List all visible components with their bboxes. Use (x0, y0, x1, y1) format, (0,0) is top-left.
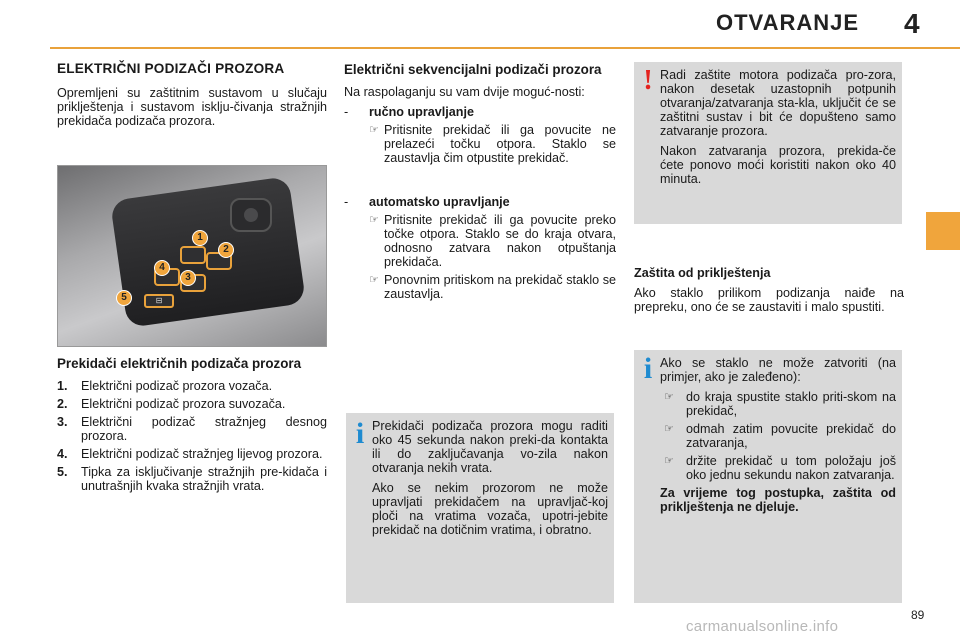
list-item: 1. Električni podizač prozora vozača. (57, 379, 273, 393)
list-item: ☞ Pritisnite prekidač ili ga povucite ne prelazeći točku otpora. Staklo se zaustavlja čim otpustite prekidač. (369, 123, 616, 165)
info-icon: i (355, 417, 365, 450)
list-item: ☞ do kraja spustite staklo priti-skom na prekidač, (664, 390, 896, 418)
section-heading: ELEKTRIČNI PODIZAČI PROZORA (57, 61, 285, 76)
child-lock-button: ⊟ (144, 294, 174, 308)
list-item: 3. Električni podizač stražnjeg desnog prozora. (57, 415, 327, 443)
legend-list (57, 379, 327, 493)
column-middle (344, 62, 616, 301)
list-item: ☞ Pritisnite prekidač ili ga povucite preko točke otpora. Staklo se do kraja otvara, odnosno zatvara nakon otpuštanja prekidača. (369, 213, 616, 269)
page-number: 89 (911, 608, 925, 622)
column-left (57, 62, 327, 128)
label-3: 3 (180, 270, 196, 286)
hand-pointer-icon: ☞ (369, 214, 379, 226)
warning-box (634, 62, 902, 224)
warning-text-2: Nakon zatvaranja prozora, prekida-če ćete ponovo moći koristiti nakon oko 40 minuta. (660, 144, 896, 186)
list-item: 2. Električni podizač prozora suvozača. (57, 397, 286, 411)
warning-icon: ! (643, 65, 653, 96)
window-switch-photo (57, 165, 327, 347)
auto-mode: - automatsko upravljanje (344, 195, 510, 209)
page-title: OTVARANJE (716, 10, 860, 35)
info-intro: Ako se staklo ne može zatvoriti (na primjer, ako je zaleđeno): (660, 356, 896, 384)
hand-pointer-icon: ☞ (664, 455, 674, 467)
list-item: ☞ držite prekidač u tom položaju još oko jednu sekundu nakon zatvaranja. (664, 454, 896, 482)
manual-mode: - ručno upravljanje (344, 105, 474, 119)
hand-pointer-icon: ☞ (664, 391, 674, 403)
chapter-side-tab (926, 212, 960, 250)
sequential-heading: Električni sekvencijalni podizači prozora (344, 62, 602, 77)
anti-pinch-heading: Zaštita od priklještenja (634, 266, 771, 280)
options-intro: Na raspolaganju su vam dvije moguć-nosti: (344, 85, 585, 99)
watermark: carmanualsonline.info (686, 618, 839, 635)
hand-pointer-icon: ☞ (369, 124, 379, 136)
label-4: 4 (154, 260, 170, 276)
list-item: 5. Tipka za isključivanje stražnjih pre-kidača i unutrašnjih kvaka stražnjih vrata. (57, 465, 327, 493)
label-1: 1 (192, 230, 208, 246)
warning-text-1: Radi zaštite motora podizača pro-zora, nakon desetak uzastopnih potpunih otvaranja/zatvaranja sta-kla, uključit će se zaštitni sustav i bit će dopušteno samo zatvaranje prozora. (660, 68, 896, 138)
info-bold-note: Za vrijeme tog postupka, zaštita od priklještenja ne djeluje. (660, 486, 896, 514)
hand-pointer-icon: ☞ (369, 274, 379, 286)
hand-pointer-icon: ☞ (664, 423, 674, 435)
auto-mode-label: automatsko upravljanje (369, 195, 510, 209)
intro-text: Opremljeni su zaštitnim sustavom u slučaju priklještenja i sustavom isklju-čivanja stražnjih prekidača podizača prozora. (57, 86, 327, 128)
label-5: 5 (116, 290, 132, 306)
info-text-2: Ako se nekim prozorom ne može upravljati prekidačem na upravljač-koj ploči na vratima vozača, upotri-jebite prekidač na dotičnim vratima, i obratno. (372, 481, 608, 537)
anti-pinch-section (634, 266, 904, 314)
list-item: 4. Električni podizač stražnjeg lijevog prozora. (57, 447, 323, 461)
info-text-1: Prekidači podizača prozora mogu raditi oko 45 sekunda nakon preki-da kontakta ili do zaključavanja vo-zila nakon otvaranja nekih vrata. (372, 419, 608, 475)
list-item: ☞ Ponovnim pritiskom na prekidač staklo se zaustavlja. (369, 273, 616, 301)
switch-1 (180, 246, 206, 264)
info-icon: i (643, 352, 653, 385)
label-2: 2 (218, 242, 234, 258)
info-box-frozen (634, 350, 902, 603)
legend-heading: Prekidači električnih podizača prozora (57, 356, 302, 371)
info-box-timing (346, 413, 614, 603)
anti-pinch-text: Ako staklo prilikom podizanja naiđe na prepreku, ono će se zaustaviti i malo spustiti. (634, 286, 904, 314)
chapter-number: 4 (904, 8, 920, 39)
mirror-control-knob (230, 198, 272, 232)
manual-mode-label: ručno upravljanje (369, 105, 474, 119)
list-item: ☞ odmah zatim povucite prekidač do zatvaranja, (664, 422, 896, 450)
header-divider (50, 47, 960, 49)
switch-legend (57, 356, 327, 497)
